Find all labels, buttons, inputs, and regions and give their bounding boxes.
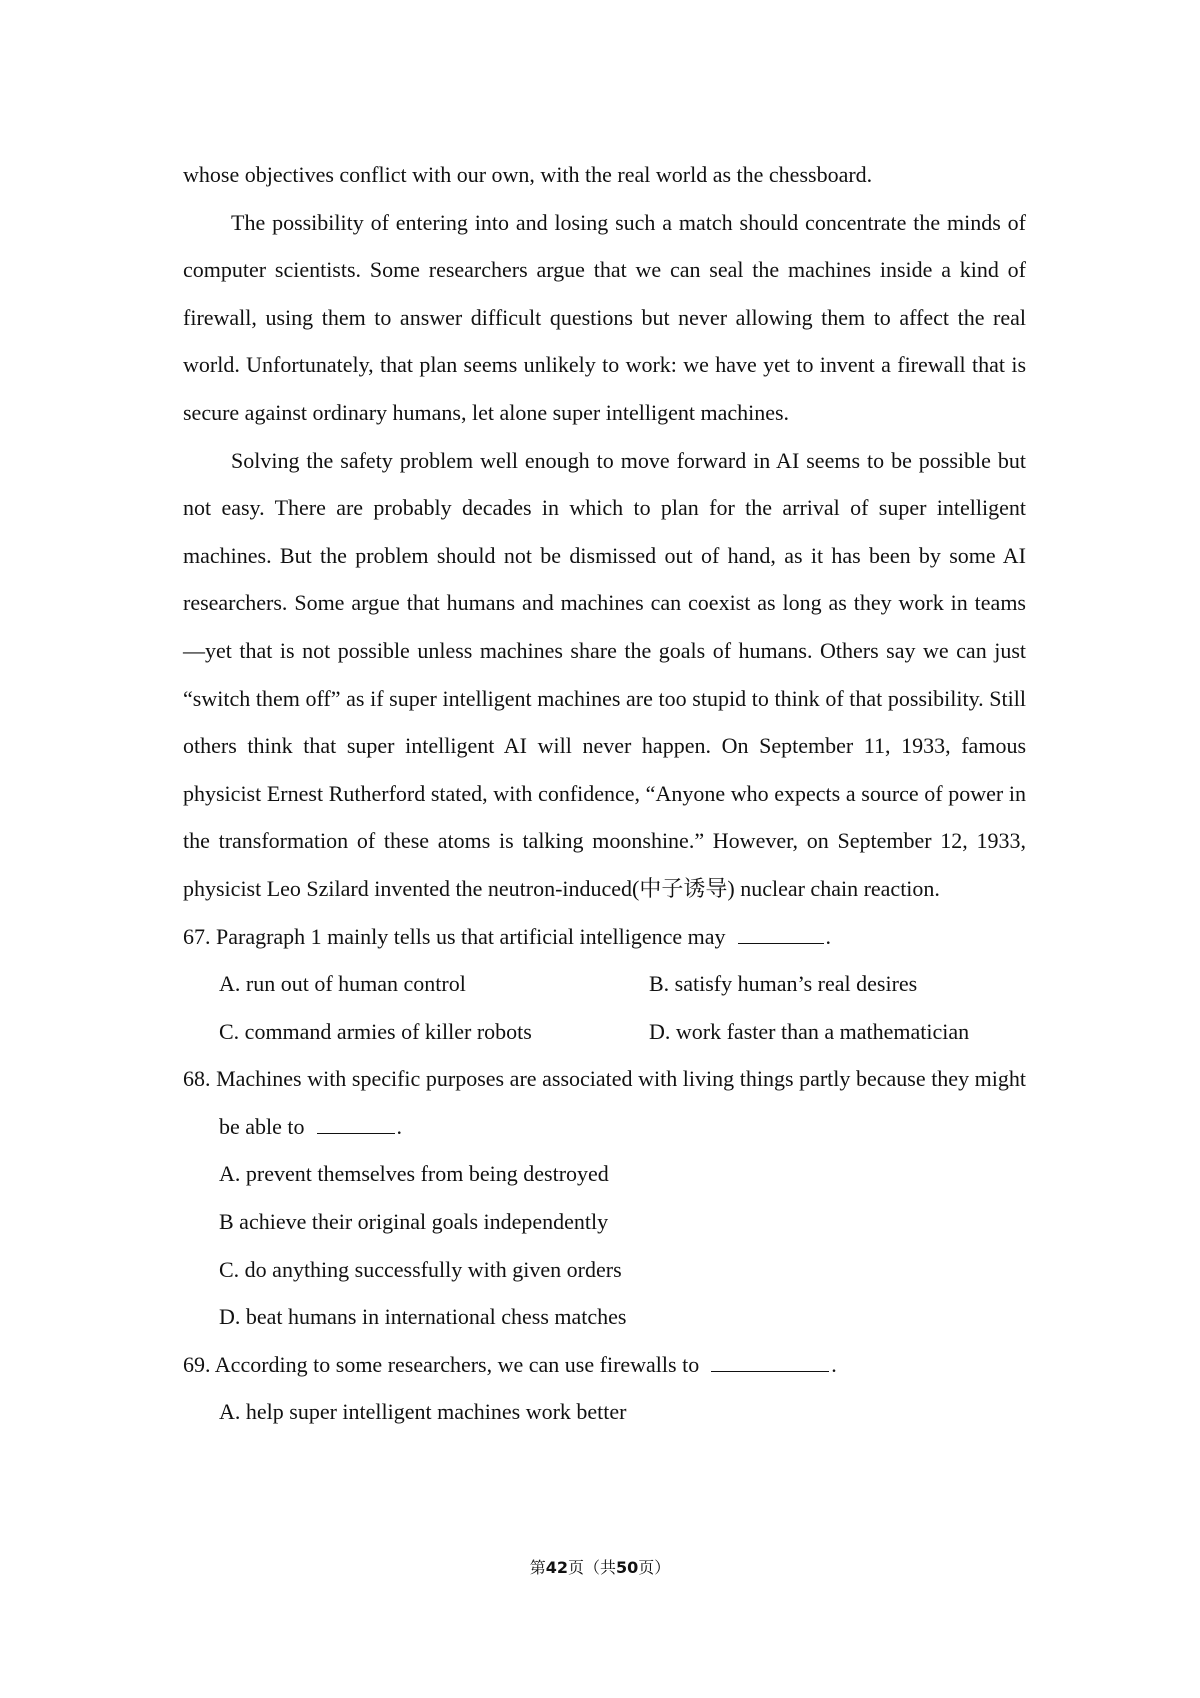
page-number: 42 [545,1558,568,1577]
question-67-options-row-2 [183,1008,1026,1056]
question-67-stem: 67. Paragraph 1 mainly tells us that artificial intelligence may [183,923,726,949]
answer-blank [711,1353,829,1372]
option-a: A. prevent themselves from being destroyed [219,1161,609,1187]
page-total: 50 [616,1558,639,1577]
question-69-stem: 69. According to some researchers, we can use firewalls to [183,1351,700,1377]
paragraph-safety: Solving the safety problem well enough to move forward in AI seems to be possible but not easy. There are probably decades in which to plan for the arrival of super intelligent machines. But the problem should not be dismissed out of hand, as it has been by some AI researchers. Some argue that humans and machines can coexist as long as they work in teams—yet that is not possible unless machines share the goals of humans. Others say we can just “switch them off” as if super intelligent machines are too stupid to think of that possibility. Still others think that super intelligent AI will never happen. On September 11, 1933, famous physicist Ernest Rutherford stated, with confidence, “Anyone who expects a source of power in the transformation of these atoms is talking moonshine.” However, on September 12, 1933, physicist Leo Szilard invented the neutron-induced(中子诱导) nuclear chain reaction. [183,447,1026,901]
question-68: 68. Machines with specific purposes are associated with living things partly because they might be able to . [183,1066,1026,1139]
paragraph-continued: whose objectives conflict with our own, with the real world as the chessboard. [183,162,873,187]
option-c: C. command armies of killer robots [219,1018,532,1044]
question-68-stem: 68. Machines with specific purposes are associated with living things partly because they might be able to [183,1066,1026,1139]
answer-blank [317,1115,395,1134]
question-67-options-row-1 [183,960,1026,1008]
option-d: D. beat humans in international chess matches [219,1304,627,1330]
option-b: B achieve their original goals independently [219,1209,609,1235]
option-c: C. do anything successfully with given orders [219,1256,622,1282]
option-b: B. satisfy human’s real desires [649,971,918,997]
page-footer: 第42页（共50页） [529,1558,671,1577]
question-67: 67. Paragraph 1 mainly tells us that artificial intelligence may . [183,923,832,949]
option-a: A. help super intelligent machines work better [219,1399,627,1425]
paragraph-firewall: The possibility of entering into and losing such a match should concentrate the minds of computer scientists. Some researchers argue that we can seal the machines inside a kind of firewall, using them to answer difficult questions but never allowing them to affect the real world. Unfortunately, that plan seems unlikely to work: we have yet to invent a firewall that is secure against ordinary humans, let alone super intelligent machines. [183,209,1026,425]
option-d: D. work faster than a mathematician [649,1018,970,1044]
page-content [183,151,1026,1436]
question-69: 69. According to some researchers, we can use firewalls to . [183,1351,837,1377]
option-a: A. run out of human control [219,971,466,997]
answer-blank [738,925,824,944]
